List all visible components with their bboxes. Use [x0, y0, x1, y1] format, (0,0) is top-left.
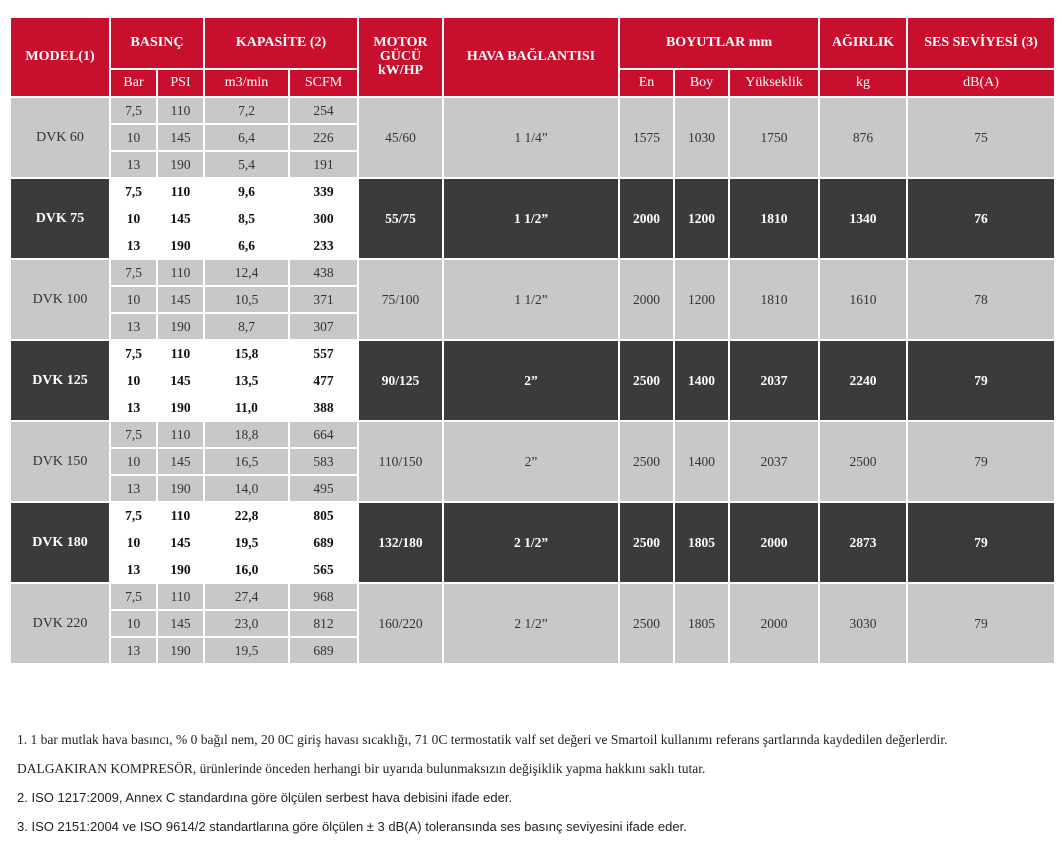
length-cell: 1805: [674, 502, 729, 583]
capacity-scfm-cell: 557: [289, 340, 358, 367]
col-m3min: m3/min: [204, 69, 289, 97]
sound-level-cell: 76: [907, 178, 1055, 259]
pressure-psi-cell: 145: [157, 610, 204, 637]
pressure-bar-cell: 13: [110, 475, 157, 502]
pressure-bar-cell: 10: [110, 205, 157, 232]
length-cell: 1400: [674, 421, 729, 502]
spec-table: [9, 16, 1056, 665]
capacity-scfm-cell: 226: [289, 124, 358, 151]
capacity-m3min-cell: 9,6: [204, 178, 289, 205]
weight-cell: 2500: [819, 421, 907, 502]
footnotes: [17, 725, 1057, 841]
height-cell: 1810: [729, 259, 819, 340]
capacity-m3min-cell: 23,0: [204, 610, 289, 637]
col-sound: SES SEVİYESİ (3): [907, 17, 1055, 69]
air-connection-cell: 2”: [443, 340, 619, 421]
width-cell: 2000: [619, 259, 674, 340]
capacity-scfm-cell: 339: [289, 178, 358, 205]
capacity-m3min-cell: 18,8: [204, 421, 289, 448]
capacity-scfm-cell: 300: [289, 205, 358, 232]
pressure-psi-cell: 110: [157, 583, 204, 610]
table-row: [10, 502, 1055, 529]
capacity-m3min-cell: 13,5: [204, 367, 289, 394]
sound-level-cell: 75: [907, 97, 1055, 178]
table-header: [10, 17, 1055, 97]
col-height: Yükseklik: [729, 69, 819, 97]
pressure-psi-cell: 145: [157, 367, 204, 394]
pressure-psi-cell: 110: [157, 421, 204, 448]
pressure-psi-cell: 145: [157, 205, 204, 232]
model-name: DVK 100: [10, 259, 110, 340]
weight-cell: 2240: [819, 340, 907, 421]
col-dba: dB(A): [907, 69, 1055, 97]
pressure-psi-cell: 190: [157, 394, 204, 421]
pressure-bar-cell: 7,5: [110, 340, 157, 367]
capacity-scfm-cell: 307: [289, 313, 358, 340]
pressure-psi-cell: 190: [157, 556, 204, 583]
height-cell: 2000: [729, 583, 819, 664]
pressure-bar-cell: 13: [110, 394, 157, 421]
width-cell: 2000: [619, 178, 674, 259]
capacity-m3min-cell: 5,4: [204, 151, 289, 178]
capacity-m3min-cell: 6,4: [204, 124, 289, 151]
capacity-m3min-cell: 11,0: [204, 394, 289, 421]
model-name: DVK 150: [10, 421, 110, 502]
pressure-bar-cell: 10: [110, 124, 157, 151]
air-connection-cell: 2 1/2”: [443, 583, 619, 664]
capacity-m3min-cell: 19,5: [204, 529, 289, 556]
pressure-psi-cell: 190: [157, 151, 204, 178]
capacity-scfm-cell: 371: [289, 286, 358, 313]
pressure-bar-cell: 10: [110, 367, 157, 394]
capacity-scfm-cell: 477: [289, 367, 358, 394]
capacity-m3min-cell: 10,5: [204, 286, 289, 313]
table-row: [10, 97, 1055, 124]
col-capacity: KAPASİTE (2): [204, 17, 358, 69]
table-row: [10, 340, 1055, 367]
footnote-1-disclaimer: DALGAKIRAN KOMPRESÖR, ürünlerinde önceden herhangi bir uyarıda bulunmaksızın değişiklik yapma hakkını saklı tutar.: [17, 761, 706, 776]
width-cell: 2500: [619, 502, 674, 583]
model-name: DVK 60: [10, 97, 110, 178]
weight-cell: 1610: [819, 259, 907, 340]
capacity-scfm-cell: 689: [289, 637, 358, 664]
col-model: MODEL(1): [10, 17, 110, 97]
model-name: DVK 220: [10, 583, 110, 664]
capacity-m3min-cell: 15,8: [204, 340, 289, 367]
height-cell: 2037: [729, 421, 819, 502]
air-connection-cell: 1 1/4”: [443, 97, 619, 178]
air-connection-cell: 2”: [443, 421, 619, 502]
pressure-bar-cell: 10: [110, 610, 157, 637]
table-body: [10, 97, 1055, 664]
pressure-bar-cell: 13: [110, 232, 157, 259]
height-cell: 2037: [729, 340, 819, 421]
height-cell: 1750: [729, 97, 819, 178]
pressure-bar-cell: 13: [110, 313, 157, 340]
motor-power-cell: 75/100: [358, 259, 443, 340]
capacity-scfm-cell: 495: [289, 475, 358, 502]
capacity-scfm-cell: 805: [289, 502, 358, 529]
footnote-1: 1. 1 bar mutlak hava basıncı, % 0 bağıl nem, 20 0C giriş havası sıcaklığı, 71 0C termostatik valf set değeri ve Smartoil kullanımı referans şartlarında kaydedilen değerlerdir.: [17, 732, 948, 747]
model-name: DVK 75: [10, 178, 110, 259]
pressure-bar-cell: 13: [110, 151, 157, 178]
table-row: [10, 178, 1055, 205]
width-cell: 2500: [619, 583, 674, 664]
col-pressure: BASINÇ: [110, 17, 204, 69]
height-cell: 1810: [729, 178, 819, 259]
air-connection-cell: 1 1/2”: [443, 178, 619, 259]
capacity-scfm-cell: 565: [289, 556, 358, 583]
table-row: [10, 421, 1055, 448]
model-name: DVK 180: [10, 502, 110, 583]
pressure-bar-cell: 7,5: [110, 259, 157, 286]
length-cell: 1030: [674, 97, 729, 178]
pressure-psi-cell: 110: [157, 97, 204, 124]
capacity-scfm-cell: 388: [289, 394, 358, 421]
weight-cell: 3030: [819, 583, 907, 664]
col-length: Boy: [674, 69, 729, 97]
table-row: [10, 259, 1055, 286]
capacity-m3min-cell: 8,5: [204, 205, 289, 232]
pressure-bar-cell: 10: [110, 529, 157, 556]
pressure-psi-cell: 110: [157, 340, 204, 367]
capacity-m3min-cell: 7,2: [204, 97, 289, 124]
pressure-psi-cell: 190: [157, 475, 204, 502]
pressure-psi-cell: 145: [157, 286, 204, 313]
capacity-scfm-cell: 968: [289, 583, 358, 610]
pressure-bar-cell: 7,5: [110, 421, 157, 448]
sound-level-cell: 79: [907, 421, 1055, 502]
col-motor: MOTOR GÜCÜ kW/HP: [358, 17, 443, 97]
width-cell: 2500: [619, 340, 674, 421]
pressure-psi-cell: 110: [157, 259, 204, 286]
pressure-bar-cell: 13: [110, 556, 157, 583]
pressure-bar-cell: 10: [110, 448, 157, 475]
capacity-m3min-cell: 16,0: [204, 556, 289, 583]
col-weight: AĞIRLIK: [819, 17, 907, 69]
sound-level-cell: 79: [907, 340, 1055, 421]
sound-level-cell: 79: [907, 583, 1055, 664]
pressure-bar-cell: 13: [110, 637, 157, 664]
width-cell: 2500: [619, 421, 674, 502]
footnote-2: 2. ISO 1217:2009, Annex C standardına göre ölçülen serbest hava debisini ifade eder.: [17, 790, 513, 805]
pressure-bar-cell: 7,5: [110, 583, 157, 610]
pressure-psi-cell: 110: [157, 178, 204, 205]
length-cell: 1805: [674, 583, 729, 664]
capacity-m3min-cell: 12,4: [204, 259, 289, 286]
capacity-m3min-cell: 6,6: [204, 232, 289, 259]
motor-power-cell: 110/150: [358, 421, 443, 502]
capacity-scfm-cell: 689: [289, 529, 358, 556]
col-width: En: [619, 69, 674, 97]
air-connection-cell: 2 1/2”: [443, 502, 619, 583]
col-bar: Bar: [110, 69, 157, 97]
capacity-scfm-cell: 254: [289, 97, 358, 124]
table-row: [10, 583, 1055, 610]
pressure-psi-cell: 145: [157, 529, 204, 556]
pressure-bar-cell: 7,5: [110, 178, 157, 205]
air-connection-cell: 1 1/2”: [443, 259, 619, 340]
length-cell: 1200: [674, 178, 729, 259]
pressure-psi-cell: 145: [157, 124, 204, 151]
length-cell: 1200: [674, 259, 729, 340]
pressure-psi-cell: 190: [157, 232, 204, 259]
model-name: DVK 125: [10, 340, 110, 421]
capacity-scfm-cell: 233: [289, 232, 358, 259]
sound-level-cell: 78: [907, 259, 1055, 340]
capacity-m3min-cell: 19,5: [204, 637, 289, 664]
col-scfm: SCFM: [289, 69, 358, 97]
capacity-m3min-cell: 27,4: [204, 583, 289, 610]
weight-cell: 2873: [819, 502, 907, 583]
motor-power-cell: 90/125: [358, 340, 443, 421]
col-air-connection: HAVA BAĞLANTISI: [443, 17, 619, 97]
pressure-bar-cell: 10: [110, 286, 157, 313]
weight-cell: 876: [819, 97, 907, 178]
capacity-m3min-cell: 22,8: [204, 502, 289, 529]
sound-level-cell: 79: [907, 502, 1055, 583]
capacity-scfm-cell: 191: [289, 151, 358, 178]
motor-power-cell: 132/180: [358, 502, 443, 583]
width-cell: 1575: [619, 97, 674, 178]
pressure-psi-cell: 190: [157, 313, 204, 340]
capacity-scfm-cell: 438: [289, 259, 358, 286]
motor-power-cell: 160/220: [358, 583, 443, 664]
col-psi: PSI: [157, 69, 204, 97]
col-kg: kg: [819, 69, 907, 97]
pressure-psi-cell: 110: [157, 502, 204, 529]
motor-power-cell: 45/60: [358, 97, 443, 178]
capacity-m3min-cell: 8,7: [204, 313, 289, 340]
capacity-m3min-cell: 16,5: [204, 448, 289, 475]
col-dimensions: BOYUTLAR mm: [619, 17, 819, 69]
capacity-scfm-cell: 583: [289, 448, 358, 475]
pressure-psi-cell: 145: [157, 448, 204, 475]
height-cell: 2000: [729, 502, 819, 583]
pressure-bar-cell: 7,5: [110, 97, 157, 124]
pressure-psi-cell: 190: [157, 637, 204, 664]
capacity-scfm-cell: 812: [289, 610, 358, 637]
footnote-3: 3. ISO 2151:2004 ve ISO 9614/2 standartlarına göre ölçülen ± 3 dB(A) toleransında ses basınç seviyesini ifade eder.: [17, 819, 687, 834]
weight-cell: 1340: [819, 178, 907, 259]
motor-power-cell: 55/75: [358, 178, 443, 259]
capacity-m3min-cell: 14,0: [204, 475, 289, 502]
capacity-scfm-cell: 664: [289, 421, 358, 448]
pressure-bar-cell: 7,5: [110, 502, 157, 529]
length-cell: 1400: [674, 340, 729, 421]
